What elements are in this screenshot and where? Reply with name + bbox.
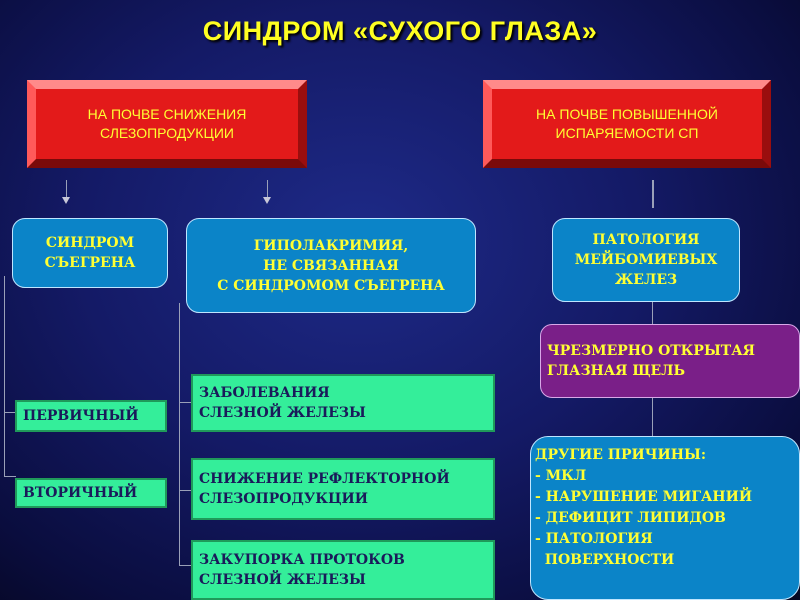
box-text: НЕ СВЯЗАННАЯ [263, 257, 399, 274]
box-text: С СИНДРОМОМ СЪЕГРЕНА [217, 277, 445, 294]
bracket-line [179, 565, 191, 566]
other-causes-box [530, 436, 800, 600]
reflex-reduction-box [191, 458, 495, 520]
connector-line [652, 302, 653, 324]
meibomian-gland-box [552, 218, 740, 302]
box-text: СЛЕЗНОЙ ЖЕЛЕЗЫ [199, 405, 366, 421]
reduced-production-box [27, 80, 307, 168]
box-text: - ПАТОЛОГИЯ [535, 531, 653, 547]
box-text: ЖЕЛЕЗ [614, 272, 678, 288]
box-text: ИСПАРЯЕМОСТИ СП [555, 125, 699, 141]
box-text: СИНДРОМ [45, 235, 135, 251]
box-text: - НАРУШЕНИЕ МИГАНИЙ [535, 489, 753, 505]
box-text: СНИЖЕНИЕ РЕФЛЕКТОРНОЙ [199, 471, 450, 487]
hypolacrimia-box [186, 218, 476, 313]
arrow-down-icon [62, 197, 70, 204]
box-text: - МКЛ [535, 468, 587, 484]
bracket-line [179, 490, 191, 491]
box-text: - ДЕФИЦИТ ЛИПИДОВ [535, 510, 726, 526]
connector-line [652, 180, 654, 208]
box-text: СЪЕГРЕНА [44, 255, 136, 271]
primary-box [15, 400, 167, 432]
box-text: ГЛАЗНАЯ ЩЕЛЬ [547, 363, 686, 379]
bracket-line [4, 476, 16, 477]
box-text: ПАТОЛОГИЯ [592, 232, 700, 248]
bracket-line [179, 402, 191, 403]
box-text: НА ПОЧВЕ СНИЖЕНИЯ [87, 106, 247, 122]
secondary-box [15, 478, 167, 508]
box-text: ЗАБОЛЕВАНИЯ [199, 385, 330, 401]
gland-disease-box [191, 374, 495, 432]
connector-line [652, 398, 653, 436]
box-text: ЧРЕЗМЕРНО ОТКРЫТАЯ [547, 343, 755, 359]
increased-evaporation-box [483, 80, 771, 168]
box-text: НА ПОЧВЕ ПОВЫШЕННОЙ [536, 106, 718, 122]
bracket-line [179, 303, 180, 565]
box-text: МЕЙБОМИЕВЫХ [574, 252, 718, 268]
box-text: СЛЕЗНОЙ ЖЕЛЕЗЫ [199, 572, 366, 588]
box-text: ДРУГИЕ ПРИЧИНЫ: [535, 447, 706, 463]
box-text: СЛЕЗОПРОДУКЦИИ [100, 125, 234, 141]
box-text: СЛЕЗОПРОДУКЦИИ [199, 491, 368, 507]
bracket-line [4, 276, 5, 476]
box-text: ЗАКУПОРКА ПРОТОКОВ [199, 552, 405, 568]
page-title: СИНДРОМ «СУХОГО ГЛАЗА» [202, 16, 598, 46]
sjogren-syndrome-box [12, 218, 168, 288]
box-text: ВТОРИЧНЫЙ [23, 485, 138, 501]
box-text: ГИПОЛАКРИМИЯ, [253, 237, 409, 254]
duct-obstruction-box [191, 540, 495, 600]
box-text: ПОВЕРХНОСТИ [535, 552, 675, 568]
arrow-down-icon [263, 197, 271, 204]
box-text: ПЕРВИЧНЫЙ [23, 408, 139, 424]
open-eye-slit-box [540, 324, 800, 398]
